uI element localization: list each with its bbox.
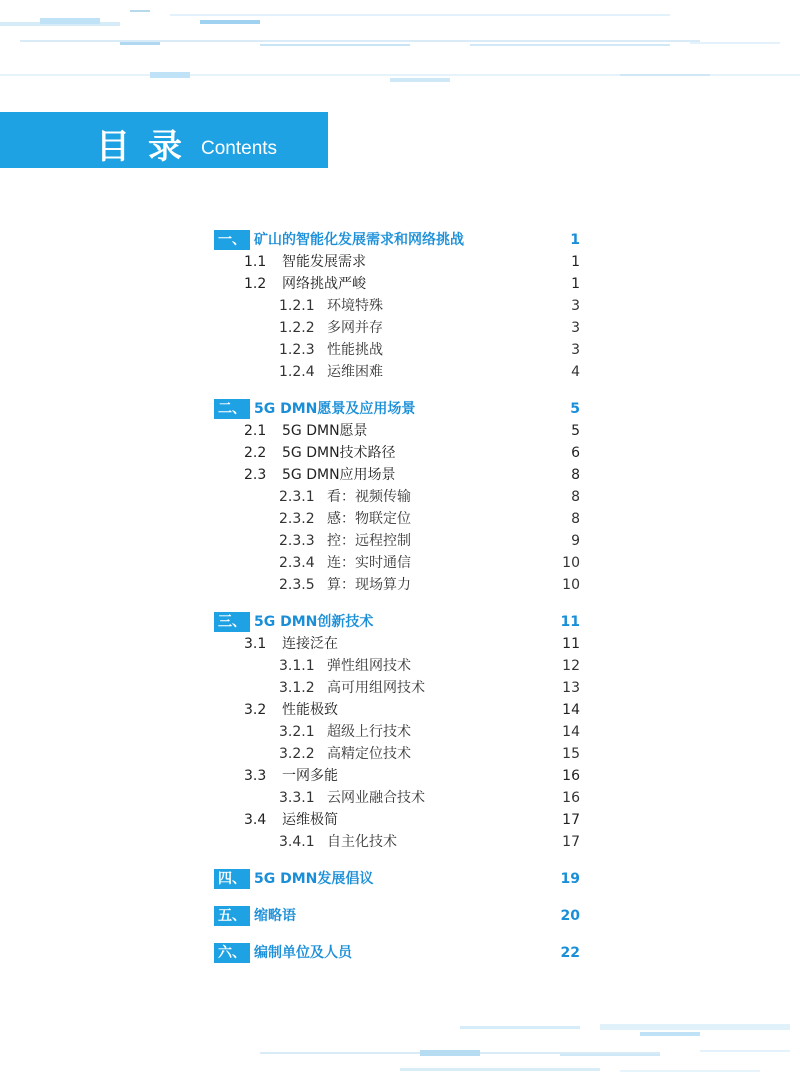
contents-title-zh: 目录 bbox=[96, 127, 200, 167]
toc-entry-title: 连接泛在 bbox=[282, 636, 338, 652]
toc-entry-number: 3.4 bbox=[244, 812, 267, 828]
toc-entry-title: 网络挑战严峻 bbox=[282, 276, 366, 292]
toc-entry-number: 3.2 bbox=[244, 702, 267, 718]
toc-entry-page: 14 bbox=[562, 702, 580, 718]
toc-entry-number: 3.4.1 bbox=[279, 834, 315, 850]
toc-entry-chap[interactable] bbox=[214, 230, 580, 250]
toc-entry-page: 5 bbox=[571, 423, 580, 439]
toc-entry-page: 22 bbox=[560, 945, 580, 961]
toc-entry-sec[interactable] bbox=[244, 274, 580, 294]
toc-entry-title: 5G DMN愿景 bbox=[282, 423, 368, 439]
toc-entry-number: 3.2.1 bbox=[279, 724, 315, 740]
toc-entry-sub[interactable] bbox=[279, 788, 580, 808]
toc-entry-number: 1.2.4 bbox=[279, 364, 315, 380]
toc-entry-page: 1 bbox=[570, 232, 580, 248]
toc-entry-number: 3.2.2 bbox=[279, 746, 315, 762]
toc-entry-number: 2.3.2 bbox=[279, 511, 315, 527]
toc-entry-number: 三、 bbox=[214, 612, 250, 632]
toc-entry-sub[interactable] bbox=[279, 553, 580, 573]
toc-entry-number: 3.3 bbox=[244, 768, 267, 784]
toc-entry-sub[interactable] bbox=[279, 575, 580, 595]
contents-title-en: Contents bbox=[201, 138, 278, 159]
toc-entry-sec[interactable] bbox=[244, 465, 580, 485]
toc-entry-number: 3.3.1 bbox=[279, 790, 315, 806]
toc-entry-sub[interactable] bbox=[279, 531, 580, 551]
toc-entry-page: 3 bbox=[571, 298, 580, 314]
toc-entry-title: 一网多能 bbox=[282, 768, 338, 784]
toc-entry-title: 运维困难 bbox=[327, 364, 383, 380]
toc-entry-page: 1 bbox=[571, 254, 580, 270]
toc-entry-number: 四、 bbox=[214, 869, 250, 889]
toc-entry-title: 5G DMN创新技术 bbox=[254, 614, 374, 630]
toc-entry-page: 3 bbox=[571, 320, 580, 336]
toc-entry-page: 12 bbox=[562, 658, 580, 674]
toc-entry-page: 4 bbox=[571, 364, 580, 380]
bottom-decoration bbox=[0, 1010, 800, 1085]
toc-entry-number: 1.1 bbox=[244, 254, 267, 270]
toc-entry-number: 3.1 bbox=[244, 636, 267, 652]
toc-entry-title: 控：远程控制 bbox=[327, 533, 411, 549]
toc-entry-page: 11 bbox=[562, 636, 580, 652]
toc-entry-page: 8 bbox=[571, 489, 580, 505]
toc-entry-number: 1.2 bbox=[244, 276, 267, 292]
toc-entry-sub[interactable] bbox=[279, 487, 580, 507]
toc-entry-page: 3 bbox=[571, 342, 580, 358]
toc-entry-number: 3.1.2 bbox=[279, 680, 315, 696]
toc-entry-sub[interactable] bbox=[279, 362, 580, 382]
toc-entry-number: 二、 bbox=[214, 399, 250, 419]
toc-entry-page: 6 bbox=[571, 445, 580, 461]
toc-entry-title: 性能极致 bbox=[282, 702, 338, 718]
toc-entry-sec[interactable] bbox=[244, 421, 580, 441]
toc-entry-title: 5G DMN技术路径 bbox=[282, 445, 396, 461]
toc-entry-page: 10 bbox=[562, 555, 580, 571]
toc-entry-page: 17 bbox=[562, 834, 580, 850]
toc-entry-sub[interactable] bbox=[279, 744, 580, 764]
toc-entry-title: 弹性组网技术 bbox=[327, 658, 411, 674]
toc-entry-page: 20 bbox=[560, 908, 580, 924]
toc-entry-number: 一、 bbox=[214, 230, 250, 250]
toc-entry-title: 超级上行技术 bbox=[327, 724, 411, 740]
toc-entry-sub[interactable] bbox=[279, 678, 580, 698]
toc-entry-title: 算：现场算力 bbox=[327, 577, 411, 593]
toc-entry-number: 2.3.5 bbox=[279, 577, 315, 593]
toc-entry-title: 高精定位技术 bbox=[327, 746, 411, 762]
toc-entry-title: 环境特殊 bbox=[327, 298, 383, 314]
toc-entry-page: 10 bbox=[562, 577, 580, 593]
toc-entry-title: 连：实时通信 bbox=[327, 555, 411, 571]
toc-entry-sec[interactable] bbox=[244, 443, 580, 463]
toc-entry-page: 19 bbox=[560, 871, 580, 887]
toc-entry-sub[interactable] bbox=[279, 656, 580, 676]
toc-entry-chap[interactable] bbox=[214, 399, 580, 419]
toc-entry-number: 2.1 bbox=[244, 423, 267, 439]
toc-entry-title: 感：物联定位 bbox=[327, 511, 411, 527]
toc-entry-number: 1.2.3 bbox=[279, 342, 315, 358]
toc-entry-number: 2.3.3 bbox=[279, 533, 315, 549]
toc-entry-title: 编制单位及人员 bbox=[254, 945, 352, 961]
toc-entry-sec[interactable] bbox=[244, 766, 580, 786]
toc-entry-number: 2.3.4 bbox=[279, 555, 315, 571]
toc-entry-sub[interactable] bbox=[279, 832, 580, 852]
toc-entry-sec[interactable] bbox=[244, 700, 580, 720]
toc-entry-sec[interactable] bbox=[244, 634, 580, 654]
toc-entry-title: 运维极简 bbox=[282, 812, 338, 828]
toc-entry-title: 5G DMN应用场景 bbox=[282, 467, 396, 483]
toc-entry-title: 看：视频传输 bbox=[327, 489, 411, 505]
toc-entry-title: 高可用组网技术 bbox=[327, 680, 425, 696]
toc-entry-number: 2.2 bbox=[244, 445, 267, 461]
toc-entry-chap[interactable] bbox=[214, 906, 580, 926]
toc-entry-title: 多网并存 bbox=[327, 320, 383, 336]
toc-entry-page: 16 bbox=[562, 768, 580, 784]
contents-banner bbox=[0, 112, 328, 168]
toc-entry-chap[interactable] bbox=[214, 943, 580, 963]
toc-entry-number: 1.2.2 bbox=[279, 320, 315, 336]
toc-entry-page: 11 bbox=[560, 614, 580, 630]
toc-entry-title: 矿山的智能化发展需求和网络挑战 bbox=[254, 232, 464, 248]
toc-entry-sub[interactable] bbox=[279, 318, 580, 338]
toc-entry-page: 8 bbox=[571, 467, 580, 483]
toc-entry-page: 1 bbox=[571, 276, 580, 292]
toc-entry-sub[interactable] bbox=[279, 722, 580, 742]
toc-entry-title: 智能发展需求 bbox=[282, 254, 366, 270]
toc-entry-title: 5G DMN愿景及应用场景 bbox=[254, 401, 416, 417]
toc-entry-title: 云网业融合技术 bbox=[327, 790, 425, 806]
toc-entry-number: 2.3 bbox=[244, 467, 267, 483]
toc-entry-sub[interactable] bbox=[279, 509, 580, 529]
toc-entry-sub[interactable] bbox=[279, 340, 580, 360]
toc-entry-number: 五、 bbox=[214, 906, 250, 926]
toc-entry-chap[interactable] bbox=[214, 612, 580, 632]
toc-entry-sec[interactable] bbox=[244, 252, 580, 272]
toc-entry-title: 性能挑战 bbox=[327, 342, 383, 358]
toc-entry-chap[interactable] bbox=[214, 869, 580, 889]
toc-entry-number: 六、 bbox=[214, 943, 250, 963]
toc-entry-sub[interactable] bbox=[279, 296, 580, 316]
toc-entry-page: 5 bbox=[570, 401, 580, 417]
toc-entry-title: 自主化技术 bbox=[327, 834, 397, 850]
toc-entry-page: 17 bbox=[562, 812, 580, 828]
top-decoration bbox=[0, 0, 800, 100]
toc-entry-page: 15 bbox=[562, 746, 580, 762]
toc-entry-page: 13 bbox=[562, 680, 580, 696]
toc-entry-number: 3.1.1 bbox=[279, 658, 315, 674]
toc-entry-number: 2.3.1 bbox=[279, 489, 315, 505]
toc-entry-title: 5G DMN发展倡议 bbox=[254, 871, 374, 887]
toc-entry-sec[interactable] bbox=[244, 810, 580, 830]
toc-entry-title: 缩略语 bbox=[254, 908, 296, 924]
toc-entry-number: 1.2.1 bbox=[279, 298, 315, 314]
toc-entry-page: 8 bbox=[571, 511, 580, 527]
toc-entry-page: 14 bbox=[562, 724, 580, 740]
toc-entry-page: 9 bbox=[571, 533, 580, 549]
toc-entry-page: 16 bbox=[562, 790, 580, 806]
